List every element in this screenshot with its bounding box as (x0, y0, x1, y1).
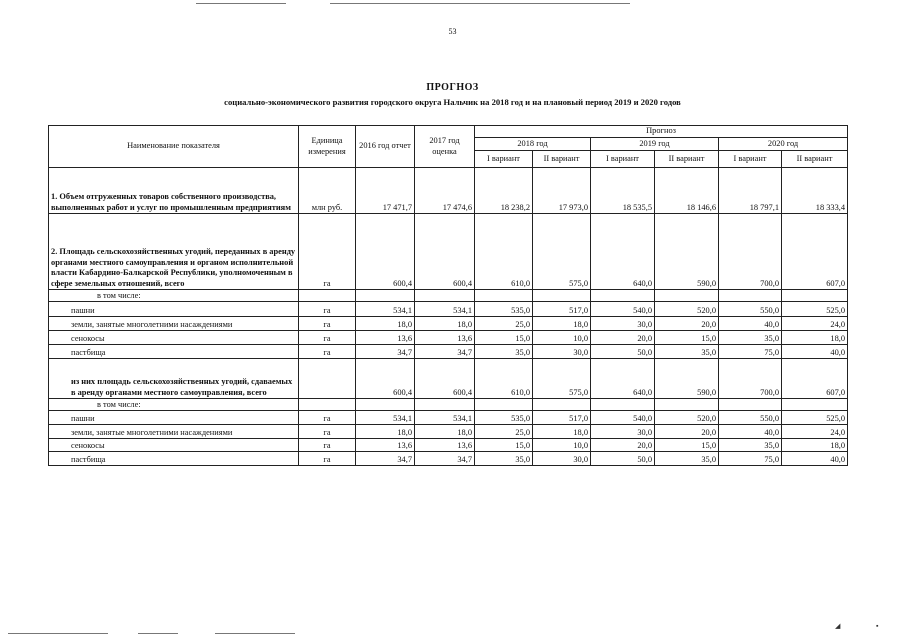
table-row (49, 411, 848, 425)
row-value: 15,0 (475, 331, 533, 345)
row-value: 517,0 (533, 302, 591, 317)
row-value: 534,1 (356, 411, 415, 425)
row-value: 540,0 (591, 411, 655, 425)
row-value (356, 290, 415, 302)
row-value: 540,0 (591, 302, 655, 317)
row-value (655, 290, 719, 302)
row-value: 50,0 (591, 345, 655, 359)
table-body (49, 168, 848, 466)
row-value (415, 399, 475, 411)
row-value: 13,6 (415, 331, 475, 345)
table-row (49, 317, 848, 331)
table-row (49, 399, 848, 411)
header-name: Наименование показателя (49, 126, 299, 168)
table-row (49, 439, 848, 452)
row-value: 24,0 (782, 425, 848, 439)
row-value (356, 399, 415, 411)
row-value (415, 290, 475, 302)
scan-line-top-1 (196, 3, 286, 4)
scan-line-bottom-2 (138, 633, 178, 634)
table-row (49, 345, 848, 359)
table-row (49, 168, 848, 214)
row-value: 35,0 (655, 452, 719, 466)
row-value (719, 399, 782, 411)
row-value: 18,0 (356, 425, 415, 439)
row-value: 18,0 (533, 317, 591, 331)
row-value: 575,0 (533, 359, 591, 399)
row-value: 20,0 (655, 317, 719, 331)
row-value: 35,0 (719, 439, 782, 452)
row-unit: га (299, 425, 356, 439)
row-name: в том числе: (49, 290, 299, 302)
row-name: 2. Площадь сельскохозяйственных угодий, переданных в аренду органами местного самоуправления и органом исполнительной власти Кабардино-Балкарской Республики, уполномоченным в сфере земельных отношений, всего (49, 214, 299, 290)
row-value: 34,7 (356, 452, 415, 466)
table-row (49, 331, 848, 345)
row-value: 600,4 (356, 359, 415, 399)
row-value: 34,7 (415, 452, 475, 466)
table-row (49, 214, 848, 290)
row-value: 15,0 (475, 439, 533, 452)
row-value: 24,0 (782, 317, 848, 331)
row-unit (299, 399, 356, 411)
table-row (49, 425, 848, 439)
row-name: сенокосы (49, 439, 299, 452)
row-value: 18 535,5 (591, 168, 655, 214)
row-unit: га (299, 317, 356, 331)
row-value: 30,0 (591, 317, 655, 331)
row-value: 30,0 (591, 425, 655, 439)
corner-mark-icon: ◢ (835, 622, 841, 630)
header-2019: 2019 год (591, 138, 719, 151)
row-value: 525,0 (782, 302, 848, 317)
header-variant-1: I вариант (475, 151, 533, 168)
row-value: 520,0 (655, 302, 719, 317)
header-variant-2: II вариант (782, 151, 848, 168)
row-value: 17 973,0 (533, 168, 591, 214)
row-value: 535,0 (475, 411, 533, 425)
row-value: 17 474,6 (415, 168, 475, 214)
row-unit: га (299, 214, 356, 290)
row-value: 34,7 (356, 345, 415, 359)
row-value: 607,0 (782, 214, 848, 290)
row-value: 18,0 (533, 425, 591, 439)
row-value: 590,0 (655, 359, 719, 399)
header-variant-1: I вариант (591, 151, 655, 168)
row-value: 600,4 (356, 214, 415, 290)
row-name: земли, занятые многолетними насаждениями (49, 425, 299, 439)
header-2018: 2018 год (475, 138, 591, 151)
row-value: 30,0 (533, 452, 591, 466)
row-value: 534,1 (415, 302, 475, 317)
page-number: 53 (448, 27, 457, 36)
scan-line-top-2 (330, 3, 630, 4)
row-value: 34,7 (415, 345, 475, 359)
row-value: 13,6 (356, 331, 415, 345)
header-variant-2: II вариант (533, 151, 591, 168)
forecast-table (48, 125, 848, 466)
row-value (475, 290, 533, 302)
row-value: 75,0 (719, 452, 782, 466)
row-unit: млн руб. (299, 168, 356, 214)
row-value: 40,0 (782, 345, 848, 359)
row-value: 610,0 (475, 214, 533, 290)
row-value: 700,0 (719, 359, 782, 399)
row-value: 534,1 (356, 302, 415, 317)
table-row (49, 359, 848, 399)
row-value: 18,0 (782, 439, 848, 452)
row-value: 640,0 (591, 359, 655, 399)
row-value: 520,0 (655, 411, 719, 425)
row-value (655, 399, 719, 411)
row-value: 50,0 (591, 452, 655, 466)
row-value: 25,0 (475, 317, 533, 331)
corner-dot-icon: ▪ (876, 622, 879, 630)
row-unit (299, 359, 356, 399)
row-value: 35,0 (719, 331, 782, 345)
row-value: 640,0 (591, 214, 655, 290)
row-value: 30,0 (533, 345, 591, 359)
row-value (533, 290, 591, 302)
row-value: 700,0 (719, 214, 782, 290)
row-value: 20,0 (655, 425, 719, 439)
row-value: 600,4 (415, 359, 475, 399)
row-value: 17 471,7 (356, 168, 415, 214)
row-value: 15,0 (655, 439, 719, 452)
header-2017: 2017 год оценка (415, 126, 475, 168)
row-value: 20,0 (591, 331, 655, 345)
row-value: 534,1 (415, 411, 475, 425)
row-value: 18 797,1 (719, 168, 782, 214)
row-value (719, 290, 782, 302)
row-unit: га (299, 439, 356, 452)
row-value: 18 146,6 (655, 168, 719, 214)
row-name: пашни (49, 411, 299, 425)
row-value: 550,0 (719, 302, 782, 317)
row-value: 18,0 (782, 331, 848, 345)
row-value: 35,0 (655, 345, 719, 359)
row-value: 18 333,4 (782, 168, 848, 214)
row-name: пастбища (49, 452, 299, 466)
row-value: 607,0 (782, 359, 848, 399)
row-value (591, 290, 655, 302)
row-unit (299, 290, 356, 302)
row-value: 10,0 (533, 331, 591, 345)
scan-line-bottom-3 (215, 633, 295, 634)
row-value: 13,6 (356, 439, 415, 452)
row-value: 18,0 (415, 425, 475, 439)
row-unit: га (299, 411, 356, 425)
row-value: 600,4 (415, 214, 475, 290)
row-value: 40,0 (719, 317, 782, 331)
table-row (49, 452, 848, 466)
row-value (782, 290, 848, 302)
row-name: пастбища (49, 345, 299, 359)
row-value: 610,0 (475, 359, 533, 399)
table-row (49, 290, 848, 302)
row-value: 525,0 (782, 411, 848, 425)
row-value (533, 399, 591, 411)
row-unit: га (299, 345, 356, 359)
row-value: 550,0 (719, 411, 782, 425)
row-value: 18 238,2 (475, 168, 533, 214)
header-variant-1: I вариант (719, 151, 782, 168)
header-unit: Единица измерения (299, 126, 356, 168)
row-value: 590,0 (655, 214, 719, 290)
row-name: земли, занятые многолетними насаждениями (49, 317, 299, 331)
row-value: 15,0 (655, 331, 719, 345)
row-value: 40,0 (719, 425, 782, 439)
row-name: в том числе: (49, 399, 299, 411)
row-unit: га (299, 302, 356, 317)
row-value (591, 399, 655, 411)
row-value: 10,0 (533, 439, 591, 452)
table-row (49, 302, 848, 317)
row-value: 20,0 (591, 439, 655, 452)
row-value: 35,0 (475, 345, 533, 359)
row-value: 13,6 (415, 439, 475, 452)
row-unit: га (299, 331, 356, 345)
row-value: 517,0 (533, 411, 591, 425)
row-unit: га (299, 452, 356, 466)
document-title: ПРОГНОЗ (426, 82, 479, 93)
row-value: 35,0 (475, 452, 533, 466)
row-value (782, 399, 848, 411)
document-subtitle: социально-экономического развития городского округа Нальчик на 2018 год и на плановый период 2019 и 2020 годов (224, 97, 681, 107)
row-value: 575,0 (533, 214, 591, 290)
row-value: 25,0 (475, 425, 533, 439)
row-name: сенокосы (49, 331, 299, 345)
header-variant-2: II вариант (655, 151, 719, 168)
header-2016: 2016 год отчет (356, 126, 415, 168)
row-value: 40,0 (782, 452, 848, 466)
header-2020: 2020 год (719, 138, 848, 151)
header-forecast: Прогноз (475, 126, 848, 138)
row-name: из них площадь сельскохозяйственных угодий, сдаваемых в аренду органами местного самоуправления, всего (49, 359, 299, 399)
row-value: 75,0 (719, 345, 782, 359)
row-name: 1. Объем отгруженных товаров собственного производства, выполненных работ и услуг по промышленным предприятиям (49, 168, 299, 214)
scan-line-bottom-1 (8, 633, 108, 634)
row-value: 18,0 (356, 317, 415, 331)
row-value: 18,0 (415, 317, 475, 331)
row-value: 535,0 (475, 302, 533, 317)
row-value (475, 399, 533, 411)
row-name: пашни (49, 302, 299, 317)
